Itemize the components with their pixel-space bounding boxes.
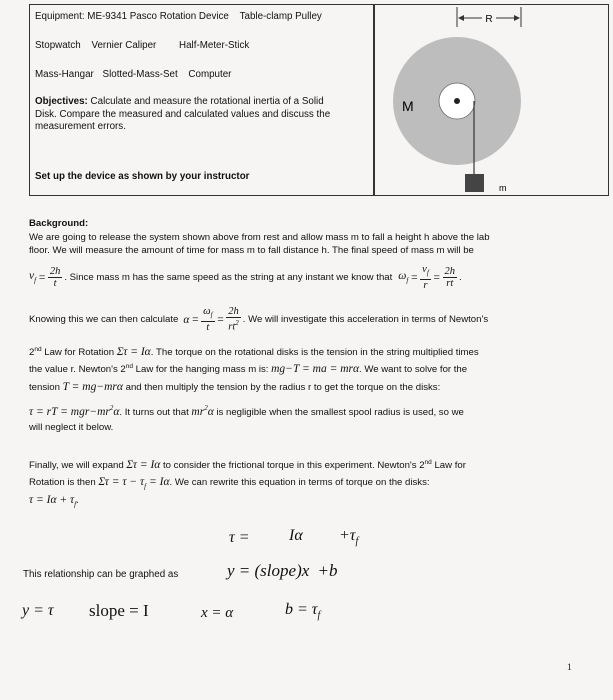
objectives [35,96,365,134]
superscript: nd [424,459,432,466]
slope-mapping: slope = I [89,601,149,620]
superscript: 2 [235,319,239,328]
objectives-text: Disk. Compare the measured and calculated values and discuss the [35,108,331,120]
equation-part: mr [191,405,205,418]
equipment-line-2 [35,40,249,51]
background-text: Knowing this we can then calculate [29,314,179,326]
fraction-numerator: 2h [444,266,456,278]
equation-part: b = τ [285,601,318,618]
subscript: f [210,311,213,320]
objectives-label: Objectives: [35,96,88,107]
fraction [48,266,63,289]
equation [98,476,170,491]
tau-equals: τ = [229,529,250,546]
superscript: nd [125,363,133,370]
equipment-item: Mass-Hangar [35,69,94,80]
equipment-item: Half-Meter-Stick [179,40,250,51]
text-run: Rotation is then [29,477,96,488]
final-speed-line: $v_f$ = $\frac{2h}{t}$ . Since mass m has the same speed as the string at any instant we know that $\omega_f$ = $\frac{v_f}{r}$ = $\frac{2h}{rt}$ . [29,264,462,292]
vf-subscript: f [34,276,37,285]
text-run: Law for the hanging mass m is: [133,364,269,376]
equation: Στ = Iα [126,459,161,472]
equation-part: τ = Iα + τ [29,494,75,506]
text-run: . The torque on the rotational disks is the tension in the string multiplied times [150,347,479,359]
objectives-text: measurement errors. [35,121,126,132]
text-run: Law for Rotation [41,347,115,359]
text-run: Finally, we will expand [29,460,124,472]
finally-text [29,459,466,471]
equals-sign: = [216,313,225,326]
background-text [29,381,440,393]
equation: T = mg−mrα [62,381,123,393]
text-run: tension [29,382,60,393]
equation [29,494,79,509]
text-run: . We can rewrite this equation in terms of torque on the disks: [169,477,430,488]
equation-part: +b [317,561,338,580]
disk-mass-label: M [402,98,414,114]
text-run: and then multiply the tension by the radius r to get the torque on the disks: [122,382,441,393]
equals-sign: = [410,271,419,284]
equation-part: Στ = τ − τ [98,476,145,488]
background-text [29,404,464,418]
text-run: to consider the frictional torque in this experiment. Newton's 2 [160,460,425,472]
equipment-item: Table-clamp Pulley [239,11,322,22]
finally-equation [29,494,79,508]
equation [29,406,119,418]
radius-R-label: R [485,14,493,25]
subscript: f [74,500,77,509]
equation-part: +τ [339,527,356,544]
fraction-denominator: rt [446,278,454,290]
fraction-denominator: rt [228,321,236,333]
text-run: . We want to solve for the [359,364,468,376]
fraction-denominator: r [423,280,428,292]
equipment-item: Stopwatch [35,40,81,51]
x-mapping: x = α [201,605,234,621]
alpha-symbol: α [183,313,190,326]
equals-sign: = [38,271,46,284]
equation-part: α [113,405,120,418]
background-heading: Background: [29,218,89,229]
finally-text [29,476,430,490]
arrow-left-icon [458,15,464,21]
subscript: f [355,536,359,548]
background-text [29,363,467,375]
background-text: floor. We will measure the amount of time for mass m to fall distance h. The final speed of mass m will be [29,245,474,256]
setup-instruction: Set up the device as shown by your instructor [35,171,250,182]
fraction-numerator: v [422,264,427,275]
omega-subscript: f [406,276,409,285]
page-number: 1 [567,663,572,673]
arrow-right-icon [514,15,520,21]
fraction-numerator: ω [203,306,211,317]
fraction-denominator: t [206,322,210,334]
I-alpha: Iα [289,527,303,544]
equipment-item: Slotted-Mass-Set [102,69,178,80]
superscript: 2 [109,404,114,412]
vf-symbol-text: v [29,270,35,283]
subscript: f [426,269,429,278]
background-text: . Since mass m has the same speed as the string at any instant we know that [64,272,393,284]
equals-sign: = [191,313,200,326]
text-run: . It turns out that [119,406,189,418]
background-text: We are going to release the system shown above from rest and allow mass m to fall a height h above the lab [29,232,490,243]
axle [454,98,460,104]
graphed-label: This relationship can be graphed as [23,569,179,580]
equation [191,406,213,418]
subscript: f [317,610,321,622]
equation-part: . [76,494,79,506]
equipment-item: Equipment: ME-9341 Pasco Rotation Device [35,11,229,22]
equation-part: τ = rT = mgr−mr [29,405,110,418]
rotation-device-diagram [374,5,606,193]
hanging-mass-label: m [499,183,507,193]
equipment-line-3 [35,69,231,80]
equation: mg−T = ma = mrα [271,363,360,376]
fraction [201,306,214,333]
fraction-denominator: t [53,278,57,290]
line-equation [227,561,338,581]
equation: Στ = Iα [116,346,151,359]
objectives-text: Calculate and measure the rotational inertia of a Solid [87,96,324,107]
acceleration-line [29,306,488,333]
vf-symbol [29,270,36,284]
text-run: is negligible when the smallest spool radius is used, so we [213,406,464,418]
omega-symbol [398,270,408,284]
superscript: 2 [204,404,208,412]
hanging-mass [465,174,484,192]
fraction-numerator: 2h [49,266,61,278]
equation-part: y = (slope)x [227,561,310,580]
equals-sign: = [432,271,441,284]
equipment-item: Vernier Caliper [91,40,157,51]
fraction [420,264,431,291]
background-text: . We will investigate this acceleration in terms of Newton's [242,314,489,326]
equipment-line-1 [35,11,322,22]
omega-symbol-text: ω [398,270,407,283]
equation-part: α [207,405,214,418]
background-text [29,346,479,358]
background-text: will neglect it below. [29,422,114,433]
fraction [443,266,458,289]
y-mapping: y = τ [22,602,54,619]
plus-tau-f [339,527,358,547]
text-run: Law for [431,460,466,472]
superscript: nd [34,346,42,353]
equipment-item: Computer [188,69,232,80]
fraction [226,306,241,333]
b-mapping [285,601,320,621]
fraction-numerator: 2h [228,306,239,318]
text-run: 2 [29,347,35,359]
text-run: the value r. Newton's 2 [29,364,126,376]
subscript: f [144,482,147,491]
equation-part: = Iα [146,476,170,488]
